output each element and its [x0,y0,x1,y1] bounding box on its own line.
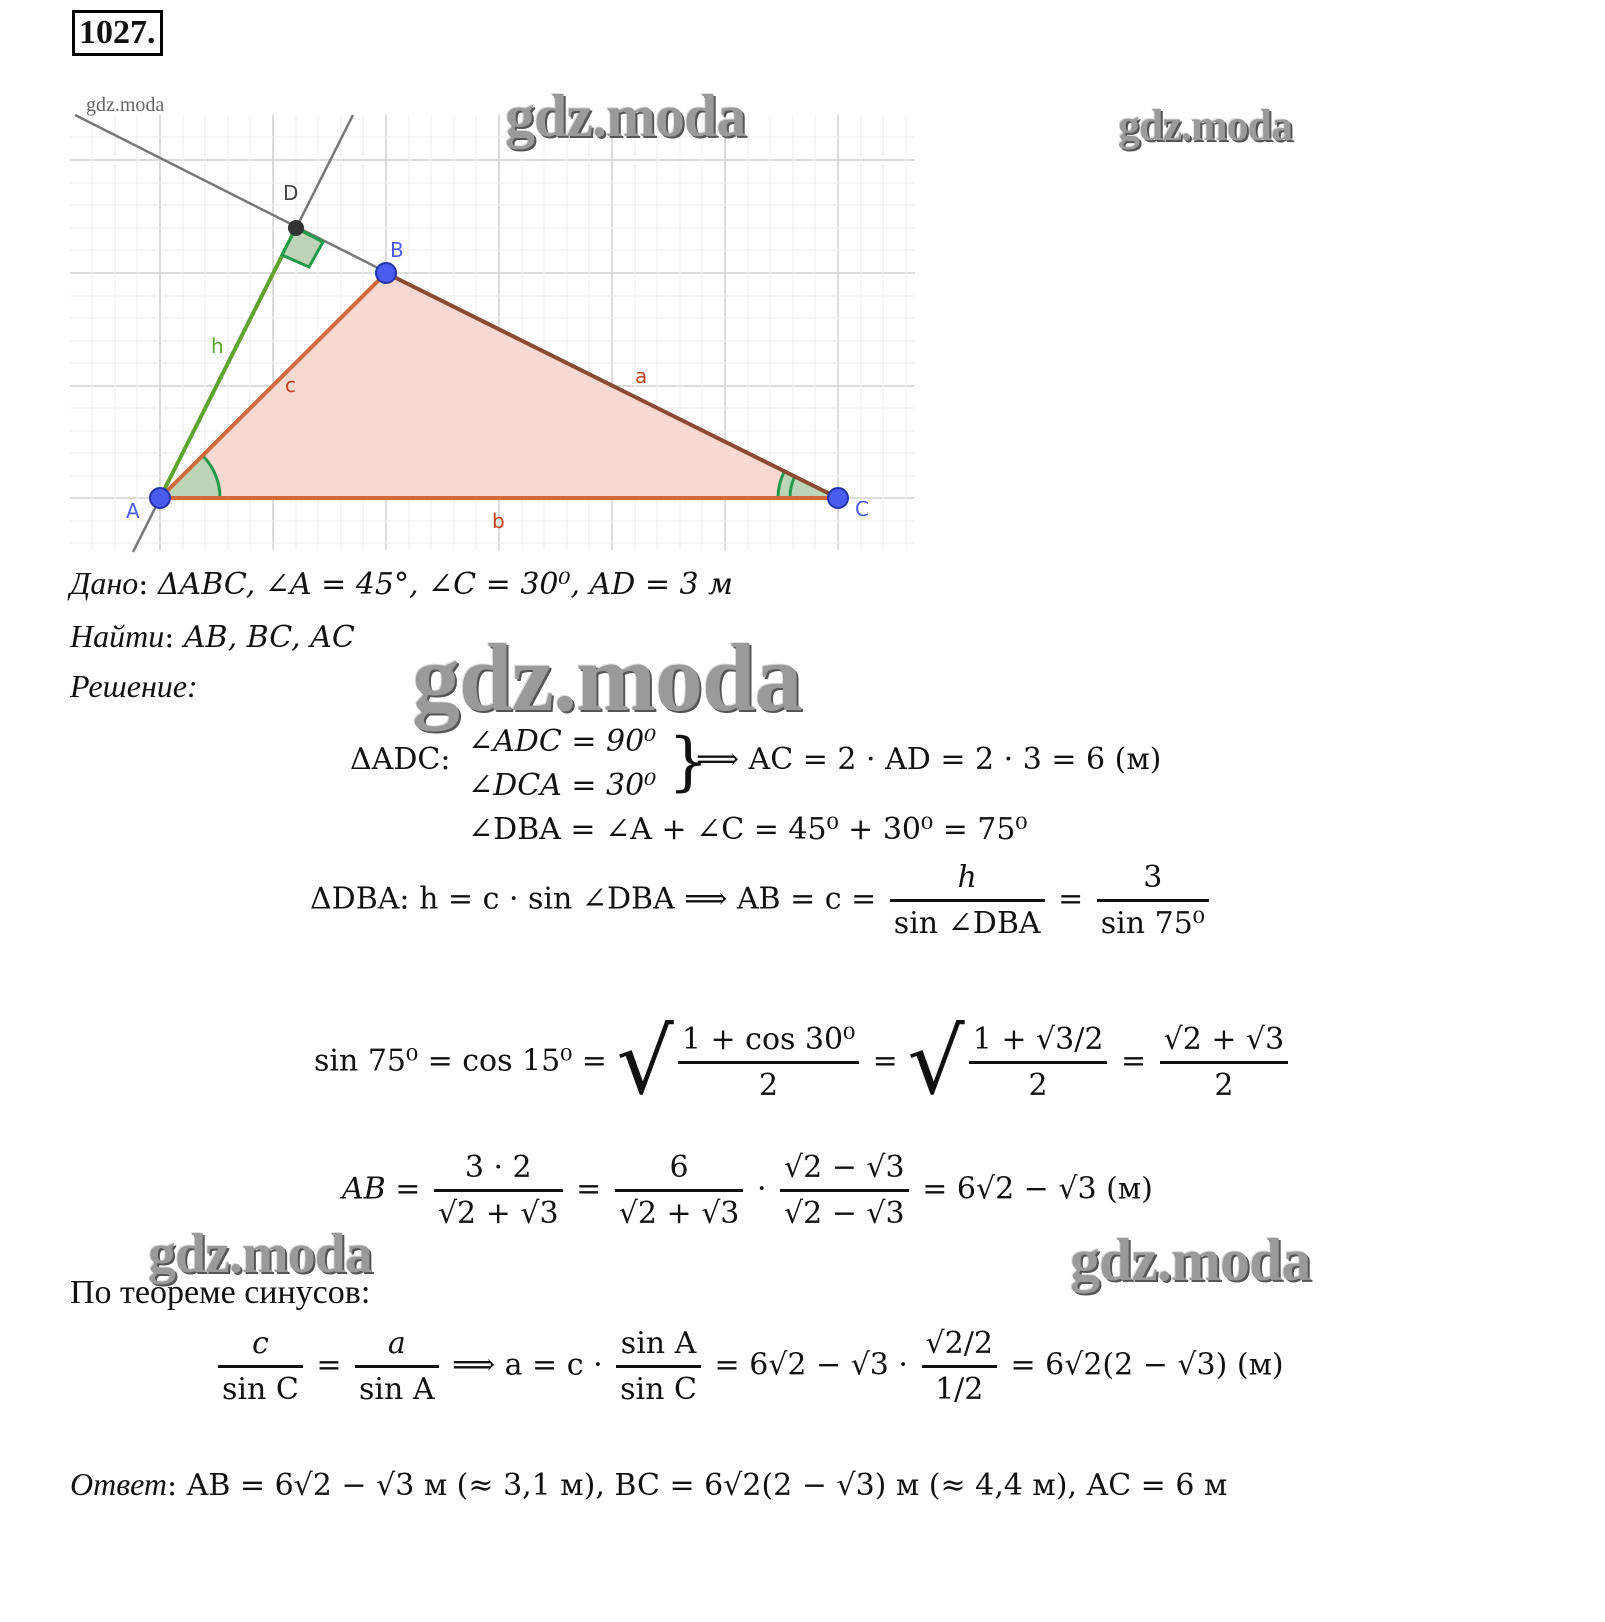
eq1-tri: ΔADC: [350,742,451,777]
sine-theorem-label: По теореме синусов: [70,1274,371,1311]
right-angle-mark [282,228,323,267]
eq1-line2: ∠DCA = 30⁰ [468,768,657,803]
find-label: Найти [70,618,165,654]
watermark-small: gdz.moda [86,94,165,116]
label-a-side: a [635,364,648,388]
answer-label: Ответ [70,1466,167,1502]
label-c-side: c [285,373,296,397]
triangle-figure [70,100,920,560]
eq4-f3d: 2 [1214,1068,1234,1103]
eq5: AB = $\frac{3 \cdot 2}{√2 + √3}$ = $\frac{6}{√2 + √3}$ · $\frac{√2 - √3}{√2 - √3}$ = 6√2 − √3 (м) [342,1150,1153,1231]
eq5-f3n: √2 − √3 [780,1150,909,1192]
eq3-f2d: sin 75⁰ [1100,906,1205,941]
find-line: Найти: AB, BC, AC [70,618,355,655]
eq4-f1n: 1 + cos 30⁰ [678,1022,859,1064]
eq5-f3d: √2 − √3 [784,1196,905,1231]
label-h: h [211,334,224,358]
label-b-side: b [492,509,505,533]
answer-line: Ответ: AB = 6√2 − √3 м (≈ 3,1 м), BC = 6√2(2 − √3) м (≈ 4,4 м), AC = 6 м [70,1466,1228,1503]
given-text: ΔABC, ∠A = 45°, ∠C = 30⁰, AD = 3 м [157,567,734,602]
eq1-brace: } [668,725,709,799]
eq3-lhs: ΔDBA: h = c · sin ∠DBA ⟹ AB = c = [310,881,877,917]
watermark-bottom-right: gdz.moda [1070,1227,1311,1293]
watermark-middle: gdz.moda [412,624,802,731]
eq4: sin 75⁰ = cos 15⁰ = √ $\frac{\text{1 + cos 30⁰}}{2}$ = √ $\frac{1 + √3/2}{2}$ = $\frac{√2 + √3}{2}$ [314,1010,1292,1115]
eq3-f1n: h [890,860,1045,902]
eq4-f2n: 1 + √3/2 [969,1022,1108,1064]
eq5-f2d: √2 + √3 [618,1196,740,1231]
eq3-f1d: sin ∠DBA [893,906,1041,941]
eq5-f2n: 6 [615,1150,744,1192]
eq4-f3n: √2 + √3 [1160,1022,1289,1064]
eq4-f2d: 2 [1028,1068,1048,1103]
eq6-f3n: sin A [616,1326,701,1368]
given-line: Дано: ΔABC, ∠A = 45°, ∠C = 30⁰, AD = 3 м [70,565,734,602]
eq6-mid: ⟹ a = c · [452,1347,603,1383]
eq6-f4d: 1/2 [935,1372,984,1407]
eq3 [310,860,1213,941]
eq2: ∠DBA = ∠A + ∠C = 45⁰ + 30⁰ = 75⁰ [468,812,1028,847]
eq6-mid2: = 6√2 − √3 · [714,1347,908,1383]
solution-label: Решение: [70,668,198,704]
eq5-lhs: AB = [342,1171,421,1207]
watermark-top: gdz.moda [505,83,746,149]
point-a [150,488,170,508]
eq3-eq: = [1058,881,1084,917]
watermark-bottom-left: gdz.moda [148,1223,372,1285]
problem-number: 1027. [72,10,163,56]
point-d [288,220,304,236]
eq6-f2d: sin A [359,1372,435,1407]
answer-text: AB = 6√2 − √3 м (≈ 3,1 м), BC = 6√2(2 − √3) м (≈ 4,4 м), AC = 6 м [186,1468,1228,1503]
eq6-f1d: sin C [222,1372,299,1407]
eq3-f2n: 3 [1097,860,1209,902]
point-b [376,263,396,283]
eq5-f1n: 3 · 2 [434,1150,563,1192]
eq6-rhs: = 6√2(2 − √3) (м) [1010,1347,1284,1383]
eq6-f2n: a [355,1326,439,1368]
eq6-f3d: sin C [620,1372,697,1407]
label-d: D [283,181,299,205]
label-a: A [126,499,140,523]
eq6-f1n: c [218,1326,303,1368]
eq1-rhs: ⟹ AC = 2 · AD = 2 · 3 = 6 (м) [696,742,1162,777]
label-c-point: C [855,497,869,521]
point-c [828,488,848,508]
eq1-line1: ∠ADC = 90⁰ [468,724,657,759]
label-b: B [390,238,404,262]
eq6: $\frac{c}{\text{sin C}}$ = $\frac{a}{\text{sin A}}$ ⟹ a = c · $\frac{\text{sin A}}{\text{sin C}}$ = 6√2 − √3 · $\frac{√2/2}{1/2}$ = 6√2(2 − √3) (м) [214,1326,1284,1407]
find-text: AB, BC, AC [183,620,355,655]
eq4-lhs: sin 75⁰ = cos 15⁰ = [314,1043,607,1079]
eq5-f1d: √2 + √3 [437,1196,559,1231]
eq5-rhs: = 6√2 − √3 (м) [922,1171,1153,1207]
given-label: Дано [70,565,139,601]
eq6-f4n: √2/2 [922,1326,997,1368]
watermark-top-right: gdz.moda [1118,101,1293,150]
eq4-f1d: 2 [758,1068,779,1103]
